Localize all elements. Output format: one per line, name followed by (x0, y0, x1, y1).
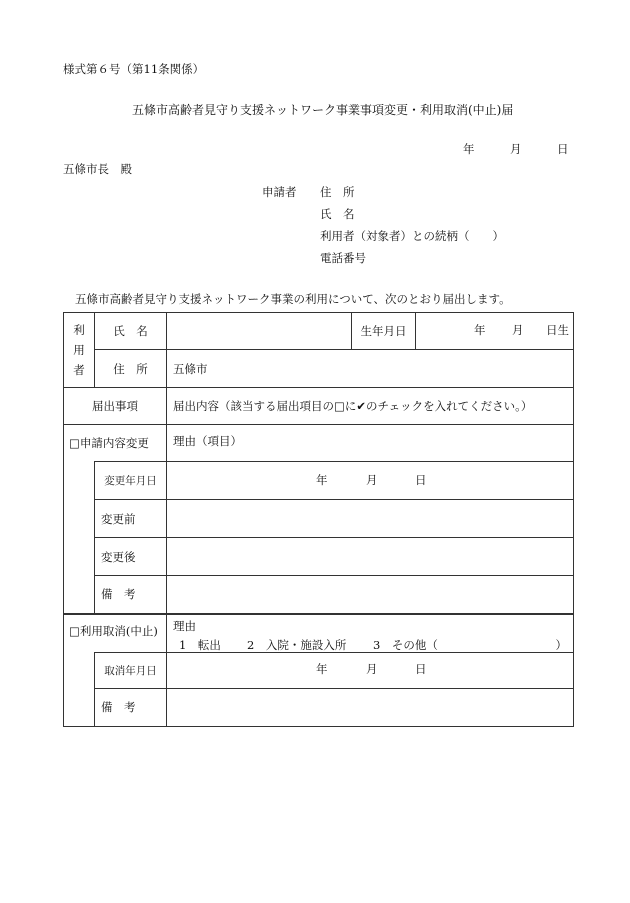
change-day: 日 (415, 472, 427, 487)
birth-year: 年 (474, 323, 486, 337)
cancel-year: 年 (316, 662, 328, 676)
form-number: 様式第６号（第11条関係） (63, 62, 205, 76)
birth-day: 日生 (546, 323, 569, 337)
date-day: 日 (557, 142, 569, 156)
change-indent-cell (64, 462, 95, 614)
reason-close: ） (555, 637, 567, 652)
user-name-field[interactable] (167, 313, 352, 350)
before-label: 変更前 (95, 500, 167, 538)
before-field[interactable] (167, 500, 574, 538)
cancel-month: 月 (366, 662, 378, 676)
birth-date-label: 生年月日 (352, 313, 416, 350)
cancel-date-label: 取消年月日 (95, 652, 167, 688)
user-address-label: 住 所 (95, 350, 167, 388)
cancel-reason-label: 理由 (173, 618, 196, 633)
after-label: 変更後 (95, 538, 167, 576)
form-title: 五條市高齢者見守り支援ネットワーク事業事項変更・利用取消(中止)届 (132, 103, 514, 117)
reason-option-1[interactable]: 1 転出 (179, 637, 221, 652)
cancel-reason-field[interactable] (167, 614, 574, 653)
applicant-relationship-label: 利用者（対象者）との続柄（ ） (320, 229, 504, 243)
intro-text: 五條市高齢者見守り支援ネットワーク事業の利用について、次のとおり届出します。 (75, 292, 511, 306)
applicant-label: 申請者 (262, 185, 297, 199)
content-header: 届出内容（該当する届出項目の□に✔のチェックを入れてください。） (167, 388, 574, 425)
addressee: 五條市長 殿 (63, 162, 132, 176)
cancel-day: 日 (415, 662, 427, 676)
change-month: 月 (366, 472, 378, 487)
user-address-field[interactable]: 五條市 (167, 350, 574, 388)
birth-month: 月 (512, 323, 524, 337)
notification-table (63, 312, 574, 727)
applicant-address-label: 住 所 (320, 185, 355, 199)
applicant-phone-label: 電話番号 (320, 251, 366, 265)
change-date-label: 変更年月日 (95, 462, 167, 500)
date-year: 年 (463, 142, 475, 156)
cancel-checkbox[interactable]: □利用取消(中止) (64, 614, 167, 653)
after-field[interactable] (167, 538, 574, 576)
user-name-label: 氏 名 (95, 313, 167, 350)
cancel-notes-label: 備 考 (95, 688, 167, 726)
change-notes-field[interactable] (167, 576, 574, 614)
change-notes-label: 備 考 (95, 576, 167, 614)
change-date-field[interactable] (167, 462, 574, 500)
birth-date-field[interactable] (416, 313, 574, 350)
item-header: 届出事項 (64, 388, 167, 425)
change-reason-field[interactable]: 理由（項目） (167, 425, 574, 462)
cancel-notes-field[interactable] (167, 688, 574, 726)
user-label: 利 用 者 (64, 313, 95, 388)
change-checkbox[interactable]: □申請内容変更 (64, 425, 167, 462)
date-month: 月 (510, 142, 522, 156)
reason-option-2[interactable]: 2 入院・施設入所 (247, 637, 347, 652)
reason-option-3[interactable]: 3 その他（ (373, 637, 438, 652)
applicant-name-label: 氏 名 (320, 207, 355, 221)
cancel-indent-cell (64, 652, 95, 726)
cancel-date-field[interactable] (167, 652, 574, 688)
change-year: 年 (316, 472, 328, 487)
